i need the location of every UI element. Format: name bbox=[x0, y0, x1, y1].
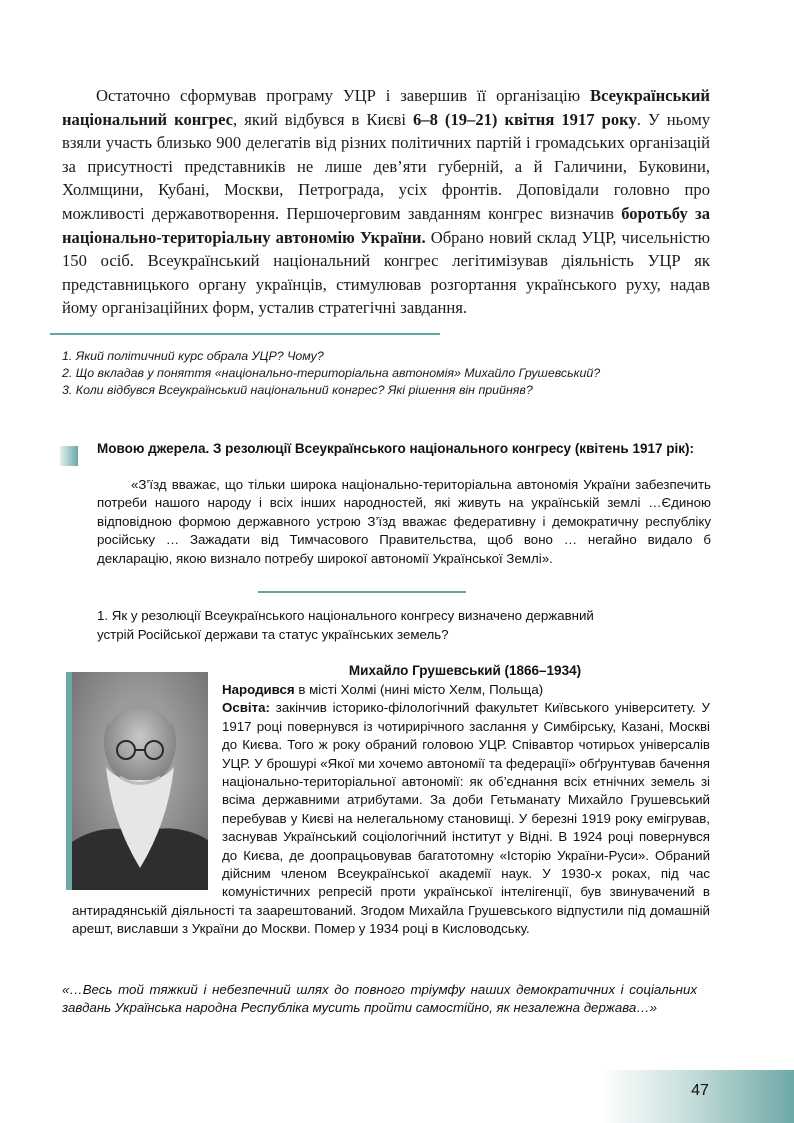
source-quote: «З’їзд вважає, що тільки широка національно-територіальна автономія України забезпечить потреби нашого народу і всіх інших народностей, які живуть на українській землі …Єдиною відповідною формою державного устрою З’їзд вважає федеративну і демократичну республіку російську … Зажадати від Тимчасового Правительства, щоб воно … негайно видало б декларацію, якою визнало потребу широкої автономії Української Землі». bbox=[97, 477, 711, 566]
portrait-photo bbox=[72, 672, 208, 890]
review-questions bbox=[62, 348, 710, 399]
source-question-line: 1. Як у резолюції Всеукраїнського національного конгресу визначено державний bbox=[97, 608, 594, 623]
main-text-part2: , який відбувся в Києві bbox=[233, 109, 413, 129]
main-text-part1: Остаточно сформував програму УЦР і завершив її організацію bbox=[96, 86, 591, 105]
bio-born-text: в місті Холмі (нині місто Хелм, Польща) bbox=[294, 682, 544, 697]
bio-title: Михайло Грушевський (1866–1934) bbox=[348, 663, 582, 678]
source-question bbox=[97, 606, 697, 644]
section-divider bbox=[50, 333, 440, 335]
closing-quote: «…Весь той тяжкий і небезпечний шлях до повного тріумфу наших демократичних і соціальних завдань Українська народна Республіка мусить пройти самостійно, як незалежна держава…» bbox=[62, 982, 697, 1016]
main-paragraph bbox=[62, 84, 710, 320]
main-text-part3: . У ньому взяли участь близько 900 делегатів від різних політичних партій і громадських організацій за присутності представників не лише дев’яти губерній, а й Галичини, Буковини, Холмщини, Кубані, Москви, Петрограда, усіх фронтів. Доповідали головно про можливості державотворення. Першочерговим завданням конгрес визначив bbox=[62, 109, 710, 223]
page-number: 47 bbox=[691, 1082, 709, 1099]
bio-born-label: Народився bbox=[222, 682, 295, 697]
main-text-part4: Обрано новий склад УЦР, чисельністю 150 осіб. Всеукраїнський національний конгрес легітимізував діяльність УЦР як представницького органу українців, стимулював розгортання українського руху, надав йому організаційних форм, усталив стратегічні завдання. bbox=[62, 227, 710, 318]
question-item: 2. Що вкладав у поняття «національно-територіальна автономія» Михайло Грушевський? bbox=[62, 366, 601, 380]
main-bold-autonomy: боротьбу за національно-територіальну автономію України. bbox=[62, 203, 710, 247]
bio-education-text: закінчив історико-філологічний факультет Київського університету. У 1917 році повернувся із чотирирічного заслання у Симбірську, Казані, Москві до Києва. Того ж року обраний головою УЦР. Співавтор чотирьох універсалів УЦР. У брошурі «Якої ми хочемо автономії та федерації» обґрунтував бачення національно-територіальної автономії: як об’єднання всіх етнічних земель зі всіма державними атрибутами. За доби Гетьманату Михайло Грушевський перебував у Києві на нелегальному становищі. У березні 1919 року емігрував, заснував Український соціологічний інститут у Відні. В 1924 році повернувся до Києва, де доопрацьовував багатотомну «Історію України-Руси». Обраний дійсним членом Всеукраїнської академії наук. У 1930-х роках, під час комуністичних репресій проти української інтелігенції, був звинувачений в антирадянській діяльності та заарештований. Згодом Михайла Грушевського відпустили під домашній арешт, виславши з України до Москви. Помер у 1934 році в Кисловодську. bbox=[72, 700, 710, 937]
main-bold-date: 6–8 (19–21) квітня 1917 року bbox=[412, 109, 637, 129]
bio-education-label: Освіта: bbox=[222, 700, 270, 716]
portrait-image bbox=[72, 672, 208, 890]
source-question-line: устрій Російської держави та статус українських земель? bbox=[97, 627, 449, 642]
question-item: 3. Коли відбувся Всеукраїнський національний конгрес? Які рішення він прийняв? bbox=[62, 383, 533, 397]
question-item: 1. Який політичний курс обрала УЦР? Чому? bbox=[62, 349, 324, 363]
source-title: Мовою джерела. З резолюції Всеукраїнського національного конгресу (квітень 1917 рік): bbox=[97, 441, 694, 456]
main-bold-congress: Всеукраїнський національний конгрес bbox=[62, 86, 710, 129]
source-marker-icon bbox=[60, 446, 78, 466]
source-divider bbox=[258, 591, 466, 593]
